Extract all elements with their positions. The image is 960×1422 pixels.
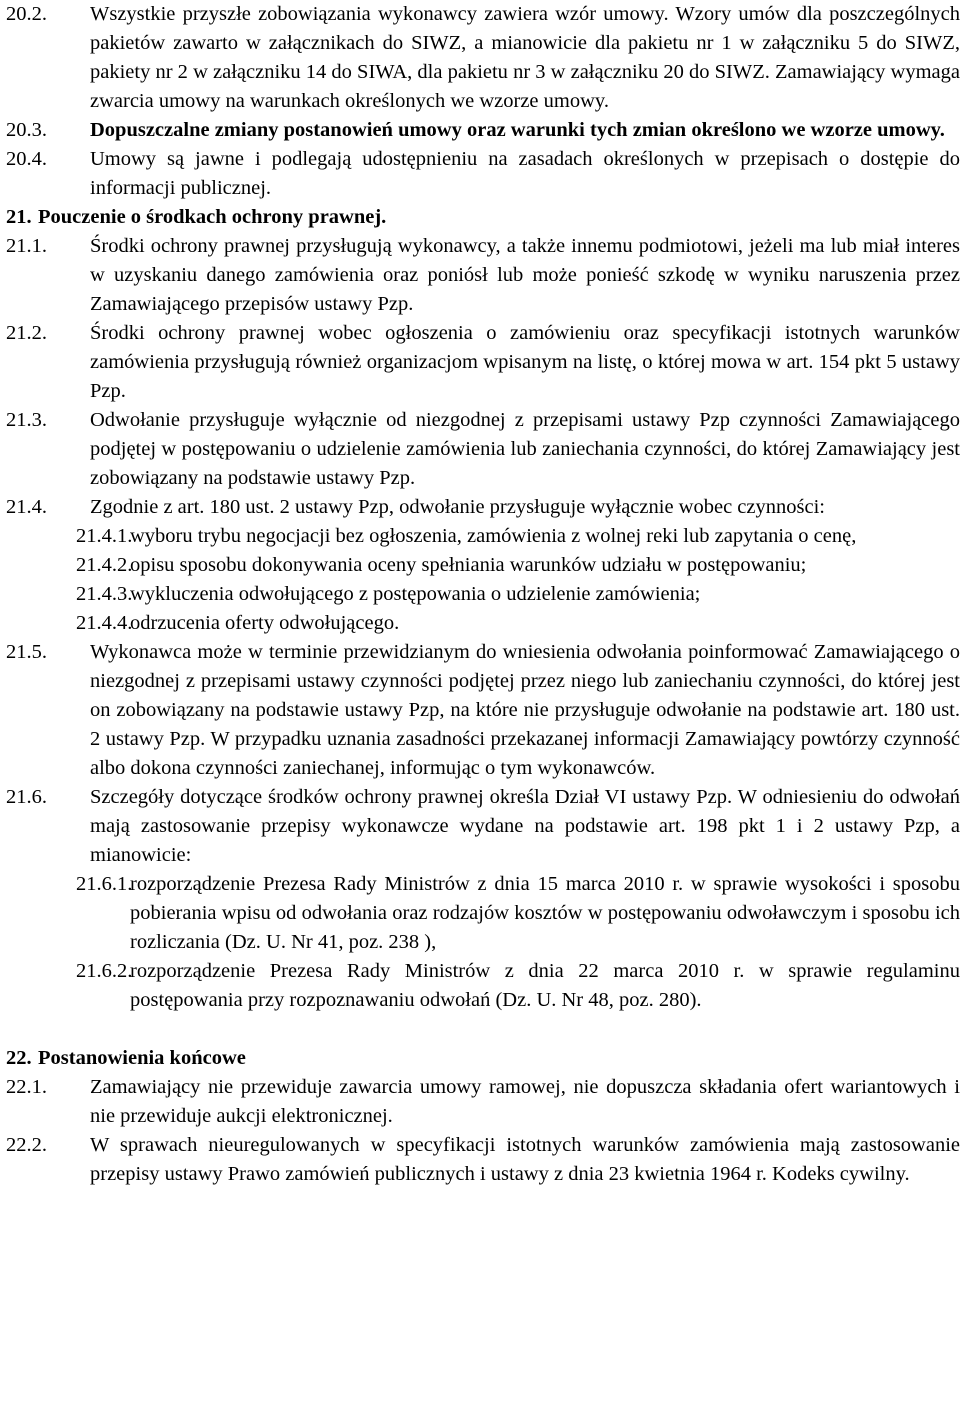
section-21-4	[0, 493, 960, 522]
section-20-3	[0, 116, 960, 145]
subsection-text: rozporządzenie Prezesa Rady Ministrów z dnia 22 marca 2010 r. w sprawie regulaminu postępowania przy rozpoznawaniu odwołań (Dz. U. Nr 48, poz. 280).	[130, 960, 960, 1011]
section-text: Dopuszczalne zmiany postanowień umowy oraz warunki tych zmian określono we wzorze umowy.	[90, 119, 945, 141]
section-21-6	[0, 783, 960, 870]
section-number: 21.4.	[6, 496, 47, 518]
section-20-4	[0, 145, 960, 203]
heading-text: Postanowienia końcowe	[38, 1047, 246, 1069]
section-number: 20.3.	[6, 119, 47, 141]
section-number: 21.3.	[6, 409, 47, 431]
subsection-21-4-3	[0, 580, 960, 609]
subsection-text: wyboru trybu negocjacji bez ogłoszenia, zamówienia z wolnej reki lub zapytania o cenę,	[130, 525, 857, 547]
subsection-number: 21.6.1.	[76, 873, 133, 895]
heading-21	[0, 203, 960, 232]
section-number: 20.4.	[6, 148, 47, 170]
section-number: 21.5.	[6, 641, 47, 663]
section-text: Środki ochrony prawnej przysługują wykonawcy, a także innemu podmiotowi, jeżeli ma lub miał interes w uzyskaniu danego zamówienia oraz poniósł lub może ponieść szkodę w wyniku naruszenia przez Zamawiającego przepisów ustawy Pzp.	[90, 235, 960, 315]
section-number: 21.1.	[6, 235, 47, 257]
section-number: 21.6.	[6, 786, 47, 808]
section-22-2	[0, 1131, 960, 1189]
subsection-number: 21.4.2.	[76, 554, 133, 576]
section-20-2	[0, 0, 960, 116]
subsection-number: 21.4.4.	[76, 612, 133, 634]
subsection-number: 21.6.2.	[76, 960, 133, 982]
section-text: Wykonawca może w terminie przewidzianym do wniesienia odwołania poinformować Zamawiającego o niezgodnej z przepisami ustawy czynności podjętej przez niego lub zaniechaniu czynności, do której jest on zobowiązany na podstawie ustawy Pzp, na które nie przysługuje odwołanie na podstawie art. 180 ust. 2 ustawy Pzp. W przypadku uznania zasadności przekazanej informacji Zamawiający powtórzy czynność albo dokona czynności zaniechanej, informując o tym wykonawców.	[90, 641, 960, 779]
subsection-21-4-1	[0, 522, 960, 551]
section-number: 20.2.	[6, 3, 47, 25]
subsection-21-4-4	[0, 609, 960, 638]
subsection-text: opisu sposobu dokonywania oceny spełniania warunków udziału w postępowaniu;	[130, 554, 807, 576]
section-text: Środki ochrony prawnej wobec ogłoszenia o zamówieniu oraz specyfikacji istotnych warunków zamówienia przysługują również organizacjom wpisanym na listę, o której mowa w art. 154 pkt 5 ustawy Pzp.	[90, 322, 960, 402]
subsection-21-6-1	[0, 870, 960, 957]
heading-22	[0, 1044, 960, 1073]
subsection-text: rozporządzenie Prezesa Rady Ministrów z dnia 15 marca 2010 r. w sprawie wysokości i sposobu pobierania wpisu od odwołania oraz rodzajów kosztów w postępowaniu odwoławczym i sposobu ich rozliczania (Dz. U. Nr 41, poz. 238 ),	[130, 873, 960, 953]
section-spacer	[0, 1015, 960, 1044]
subsection-21-6-2	[0, 957, 960, 1015]
subsection-21-4-2	[0, 551, 960, 580]
section-text: Zamawiający nie przewiduje zawarcia umowy ramowej, nie dopuszcza składania ofert wariantowych i nie przewiduje aukcji elektronicznej.	[90, 1076, 960, 1127]
heading-number: 22.	[6, 1047, 32, 1069]
section-21-5	[0, 638, 960, 783]
section-text: Wszystkie przyszłe zobowiązania wykonawcy zawiera wzór umowy. Wzory umów dla poszczególnych pakietów zawarto w załącznikach do SIWZ, a mianowicie dla pakietu nr 1 w załączniku 5 do SIWZ, pakiety nr 2 w załączniku 14 do SIWA, dla pakietu nr 3 w załączniku 20 do SIWZ. Zamawiający wymaga zwarcia umowy na warunkach określonych we wzorze umowy.	[90, 3, 960, 112]
subsection-number: 21.4.3.	[76, 583, 133, 605]
section-22-1	[0, 1073, 960, 1131]
subsection-text: wykluczenia odwołującego z postępowania o udzielenie zamówienia;	[130, 583, 701, 605]
section-number: 21.2.	[6, 322, 47, 344]
section-text: Umowy są jawne i podlegają udostępnieniu na zasadach określonych w przepisach o dostępie do informacji publicznej.	[90, 148, 960, 199]
heading-number: 21.	[6, 206, 32, 228]
section-21-2	[0, 319, 960, 406]
subsection-text: odrzucenia oferty odwołującego.	[130, 612, 400, 634]
section-21-1	[0, 232, 960, 319]
section-text: Zgodnie z art. 180 ust. 2 ustawy Pzp, odwołanie przysługuje wyłącznie wobec czynności:	[90, 496, 825, 518]
section-text: Odwołanie przysługuje wyłącznie od niezgodnej z przepisami ustawy Pzp czynności Zamawiającego podjętej w postępowaniu o udzielenie zamówienia lub zaniechania czynności, do której Zamawiający jest zobowiązany na podstawie ustawy Pzp.	[90, 409, 960, 489]
subsection-number: 21.4.1.	[76, 525, 133, 547]
section-number: 22.1.	[6, 1076, 47, 1098]
section-text: Szczegóły dotyczące środków ochrony prawnej określa Dział VI ustawy Pzp. W odniesieniu do odwołań mają zastosowanie przepisy wykonawcze wydane na podstawie art. 198 pkt 1 i 2 ustawy Pzp, a mianowicie:	[90, 786, 960, 866]
section-21-3	[0, 406, 960, 493]
section-text: W sprawach nieuregulowanych w specyfikacji istotnych warunków zamówienia mają zastosowanie przepisy ustawy Prawo zamówień publicznych i ustawy z dnia 23 kwietnia 1964 r. Kodeks cywilny.	[90, 1134, 960, 1185]
heading-text: Pouczenie o środkach ochrony prawnej.	[38, 206, 387, 228]
section-number: 22.2.	[6, 1134, 47, 1156]
